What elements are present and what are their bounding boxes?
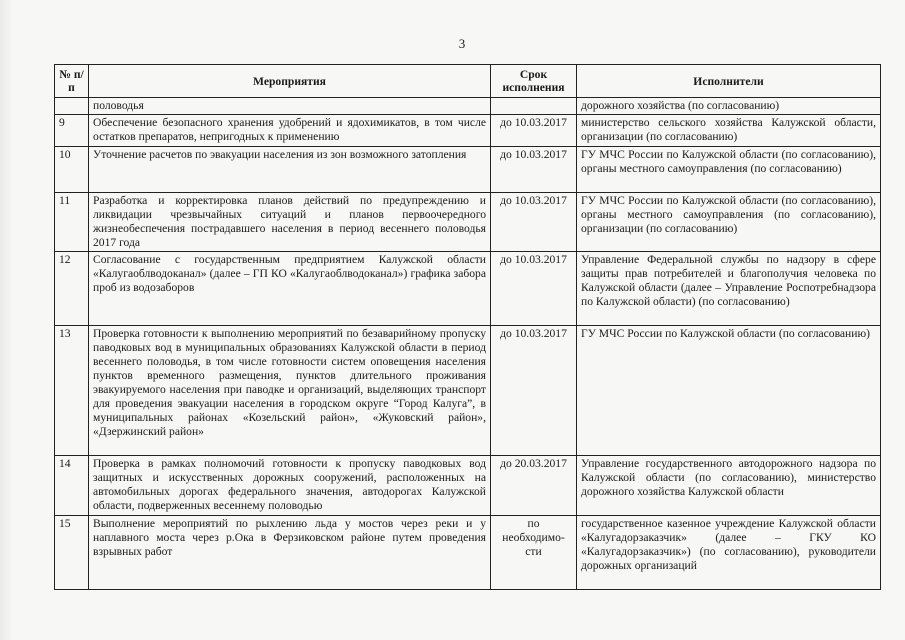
- continuation-row: [55, 98, 881, 115]
- row-event: Уточнение расчетов по эвакуации населения из зон возможного затопления: [89, 147, 491, 193]
- row-num: 9: [55, 115, 89, 147]
- row-term: до 10.03.2017: [491, 252, 577, 326]
- header-executors: Исполнители: [577, 65, 881, 98]
- row-term: до 20.03.2017: [491, 456, 577, 516]
- scan-margin-shadow: [0, 0, 12, 640]
- row-event: Проверка готовности к выполнению мероприятий по безаварийному пропуску паводковых вод в муниципальных образованиях Калужской области в период весеннего половодья, в том числе готовности систем оповещения населения пунктов временного размещения, пунктов длительного проживания эвакуируемого населения при паводке и организаций, выделяющих транспорт для проведения эвакуации населения в городском округе “Город Калуга”, в муниципальных районах «Козельский район», «Жуковский район», «Дзержинский район»: [89, 326, 491, 456]
- table-header-row: [55, 65, 881, 98]
- row-term: до 10.03.2017: [491, 147, 577, 193]
- continuation-term: [491, 98, 577, 115]
- table-row: [55, 456, 881, 516]
- row-executors: ГУ МЧС России по Калужской области (по согласованию), органы местного самоуправления (по согласованию): [577, 147, 881, 193]
- row-event: Разработка и корректировка планов действий по предупреждению и ликвидации чрезвычайных ситуаций и планов первоочередного жизнеобеспечения пострадавшего населения в период весеннего половодья 2017 года: [89, 193, 491, 252]
- row-num: 13: [55, 326, 89, 456]
- row-executors: государственное казенное учреждение Калужской области «Калугадорзаказчик» (далее – ГКУ КО «Калугадорзаказчик») (по согласованию), руководители дорожных организаций: [577, 516, 881, 590]
- row-executors: министерство сельского хозяйства Калужской области, организации (по согласованию): [577, 115, 881, 147]
- row-num: 14: [55, 456, 89, 516]
- row-num: 10: [55, 147, 89, 193]
- row-executors: Управление Федеральной службы по надзору в сфере защиты прав потребителей и благополучия человека по Калужской области (далее – Управление Роспотребнадзора по Калужской области) (по согласованию): [577, 252, 881, 326]
- header-event: Мероприятия: [89, 65, 491, 98]
- table-row: [55, 193, 881, 252]
- row-num: 15: [55, 516, 89, 590]
- row-executors: Управление государственного автодорожного надзора по Калужской области (по согласованию), министерство дорожного хозяйства Калужской области: [577, 456, 881, 516]
- row-num: 11: [55, 193, 89, 252]
- row-term: до 10.03.2017: [491, 326, 577, 456]
- row-term: по необходимо-сти: [491, 516, 577, 590]
- table-row: [55, 326, 881, 456]
- row-event: Согласование с государственным предприятием Калужской области «Калугаоблводоканал» (далее – ГП КО «Калугаоблводоканал») графика забора проб из водозаборов: [89, 252, 491, 326]
- page-number: 3: [458, 36, 466, 51]
- measures-table: [54, 64, 881, 590]
- table-row: [55, 147, 881, 193]
- row-term: до 10.03.2017: [491, 115, 577, 147]
- row-executors: ГУ МЧС России по Калужской области (по согласованию): [577, 326, 881, 456]
- header-num: № п/п: [55, 65, 89, 98]
- row-term: до 10.03.2017: [491, 193, 577, 252]
- continuation-executors: дорожного хозяйства (по согласованию): [577, 98, 881, 115]
- header-term: Срок исполнения: [491, 65, 577, 98]
- table-row: [55, 516, 881, 590]
- row-event: Выполнение мероприятий по рыхлению льда у мостов через реки и у наплавного моста через р.Ока в Ферзиковском районе путем проведения взрывных работ: [89, 516, 491, 590]
- row-event: Обеспечение безопасного хранения удобрений и ядохимикатов, в том числе остатков препаратов, непригодных к применению: [89, 115, 491, 147]
- continuation-event: половодья: [89, 98, 491, 115]
- row-event: Проверка в рамках полномочий готовности к пропуску паводковых вод защитных и искусственных дорожных сооружений, расположенных на автомобильных дорогах федерального значения, автодорогах Калужской области, подверженных весеннему половодью: [89, 456, 491, 516]
- table-row: [55, 115, 881, 147]
- row-num: 12: [55, 252, 89, 326]
- table-row: [55, 252, 881, 326]
- row-executors: ГУ МЧС России по Калужской области (по согласованию), органы местного самоуправления (по согласованию), организации (по согласованию): [577, 193, 881, 252]
- continuation-num: [55, 98, 89, 115]
